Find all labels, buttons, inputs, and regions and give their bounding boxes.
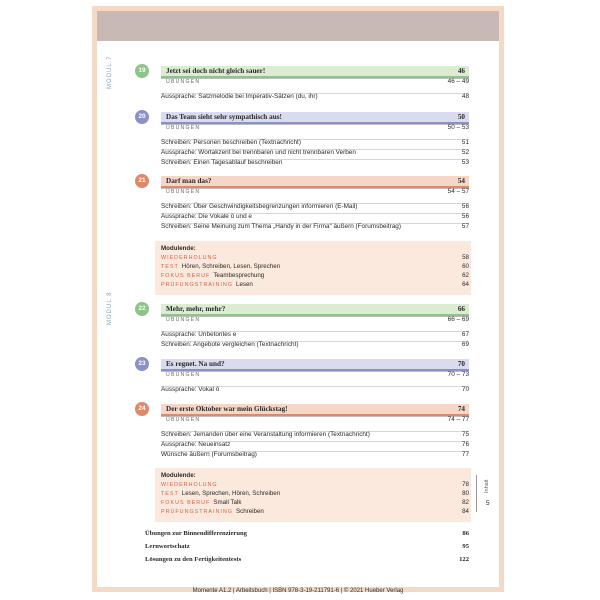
modulende-heading: Modulende: xyxy=(161,472,196,479)
uebungen-pages: 70 – 73 xyxy=(447,371,469,378)
exercise-row[interactable] xyxy=(161,341,469,348)
exercise-page: 56 xyxy=(461,203,469,210)
exercise-page: 48 xyxy=(461,93,469,100)
modulende-page: 82 xyxy=(462,499,469,506)
modulende-text: Teambesprechung xyxy=(213,272,265,279)
exercise-title: Schreiben: Jemanden über eine Veranstaltung informieren (Textnachricht) xyxy=(161,431,370,438)
modulende-key: FOKUS BERUF xyxy=(161,500,211,506)
lesson-number-badge: 20 xyxy=(135,110,149,124)
modulende-page: 64 xyxy=(462,281,469,288)
modulende-row[interactable] xyxy=(161,272,469,280)
modulende-key: PRÜFUNGSTRAINING xyxy=(161,509,234,515)
uebungen-label: ÜBUNGEN xyxy=(166,317,201,323)
uebungen-row[interactable] xyxy=(161,371,469,378)
uebungen-label: ÜBUNGEN xyxy=(166,189,201,195)
appendix-page: 122 xyxy=(459,556,469,563)
modulende-page: 78 xyxy=(462,481,469,488)
modulende-key: PRÜFUNGSTRAINING xyxy=(161,282,234,288)
lesson-title: Es regnet. Na und? xyxy=(166,360,225,368)
lesson-page: 46 xyxy=(457,67,465,75)
appendix-title: Übungen zur Binnendifferenzierung xyxy=(145,530,247,537)
uebungen-label: ÜBUNGEN xyxy=(166,372,201,378)
uebungen-row[interactable] xyxy=(161,124,469,131)
modulende-row[interactable] xyxy=(161,499,469,507)
exercise-page: 57 xyxy=(461,223,469,230)
page-number: 5 xyxy=(486,500,490,507)
exercise-title: Aussprache: Satzmelodie bei Imperativ-Sätzen (du, ihr) xyxy=(161,93,318,100)
exercise-title: Aussprache: Vokal ö xyxy=(161,386,220,393)
lesson-number-badge: 19 xyxy=(135,64,149,78)
modulende-page: 84 xyxy=(462,508,469,515)
exercise-title: Aussprache: Wortakzent bei trennbaren und nicht trennbaren Verben xyxy=(161,149,356,156)
exercise-title: Schreiben: Personen beschreiben (Textnachricht) xyxy=(161,139,301,146)
lesson-page: 70 xyxy=(457,360,465,368)
lesson-page: 54 xyxy=(457,177,465,185)
modulende-key: FOKUS BERUF xyxy=(161,273,211,279)
exercise-title: Schreiben: Über Geschwindigkeitsbegrenzungen informieren (E-Mail) xyxy=(161,203,358,210)
exercise-page: 70 xyxy=(461,386,469,393)
lesson-title-row[interactable] xyxy=(161,66,469,78)
exercise-page: 56 xyxy=(461,213,469,220)
lesson-number-badge: 23 xyxy=(135,357,149,371)
exercise-row[interactable] xyxy=(161,213,469,220)
exercise-page: 67 xyxy=(461,331,469,338)
lesson-page: 50 xyxy=(457,113,465,121)
exercise-title: Wünsche äußern (Forumsbeitrag) xyxy=(161,451,257,458)
modulende-page: 60 xyxy=(462,263,469,270)
exercise-page: 51 xyxy=(461,139,469,146)
module-label-7: MODUL 7 xyxy=(107,55,113,89)
uebungen-row[interactable] xyxy=(161,416,469,423)
modulende-key: TEST xyxy=(161,491,179,497)
exercise-page: 77 xyxy=(461,451,469,458)
modulende-row[interactable] xyxy=(161,281,469,289)
lesson-title-row[interactable] xyxy=(161,176,469,188)
exercise-page: 75 xyxy=(461,431,469,438)
exercise-row[interactable] xyxy=(161,331,469,338)
uebungen-label: ÜBUNGEN xyxy=(166,125,201,131)
modulende-text: Small Talk xyxy=(213,499,242,506)
lesson-title-row[interactable] xyxy=(161,404,469,416)
exercise-row[interactable] xyxy=(161,386,469,393)
exercise-row[interactable] xyxy=(161,203,469,210)
exercise-page: 69 xyxy=(461,341,469,348)
exercise-page: 53 xyxy=(461,159,469,166)
header-band xyxy=(97,11,499,41)
modulende-key: WIEDERHOLUNG xyxy=(161,255,218,261)
modulende-heading: Modulende: xyxy=(161,245,196,252)
lesson-title-row[interactable] xyxy=(161,112,469,124)
appendix-page: 95 xyxy=(462,543,469,550)
uebungen-label: ÜBUNGEN xyxy=(166,417,201,423)
modulende-text: Lesen xyxy=(236,281,253,288)
modulende-text: Schreiben xyxy=(236,508,264,515)
lesson-title: Das Team sieht sehr sympathisch aus! xyxy=(166,113,282,121)
appendix-title: Lösungen zu den Fertigkeitentests xyxy=(145,556,242,563)
modulende-page: 80 xyxy=(462,490,469,497)
exercise-title: Schreiben: Angebote vergleichen (Textnachricht) xyxy=(161,341,299,348)
uebungen-pages: 54 – 57 xyxy=(447,188,469,195)
modulende-row[interactable] xyxy=(161,263,469,271)
modulende-key: WIEDERHOLUNG xyxy=(161,482,218,488)
exercise-row[interactable] xyxy=(161,451,469,458)
appendix-row[interactable] xyxy=(145,542,469,551)
exercise-row[interactable] xyxy=(161,431,469,438)
document-page xyxy=(92,6,504,592)
footer: Momente A1.2 | Arbeitsbuch | ISBN 978-3-19-211791-6 | © 2021 Hueber Verlag xyxy=(192,588,404,594)
uebungen-pages: 50 – 53 xyxy=(447,124,469,131)
modulende-page: 58 xyxy=(462,254,469,261)
lesson-title: Darf man das? xyxy=(166,177,212,185)
uebungen-row[interactable] xyxy=(161,78,469,85)
lesson-title: Jetzt sei doch nicht gleich sauer! xyxy=(166,67,266,75)
exercise-row[interactable] xyxy=(161,159,469,166)
module-label-8: MODUL 8 xyxy=(107,291,113,325)
lesson-number-badge: 22 xyxy=(135,302,149,316)
uebungen-row[interactable] xyxy=(161,316,469,323)
uebungen-pages: 66 – 69 xyxy=(447,316,469,323)
uebungen-row[interactable] xyxy=(161,188,469,195)
lesson-number-badge: 21 xyxy=(135,174,149,188)
uebungen-label: ÜBUNGEN xyxy=(166,79,201,85)
exercise-row[interactable] xyxy=(161,441,469,448)
exercise-row[interactable] xyxy=(161,139,469,146)
appendix-page: 86 xyxy=(462,530,469,537)
exercise-row[interactable] xyxy=(161,149,469,156)
side-tab-label: Inhalt xyxy=(484,479,490,493)
lesson-title: Mehr, mehr, mehr? xyxy=(166,305,226,313)
uebungen-pages: 74 – 77 xyxy=(447,416,469,423)
appendix-row[interactable] xyxy=(145,529,469,538)
exercise-title: Aussprache: Die Vokale ö und e xyxy=(161,213,252,220)
modulende-row[interactable] xyxy=(161,254,469,262)
uebungen-pages: 46 – 49 xyxy=(447,78,469,85)
appendix-row[interactable] xyxy=(145,555,469,564)
side-tab xyxy=(476,475,499,512)
lesson-title-row[interactable] xyxy=(161,359,469,371)
exercise-row[interactable] xyxy=(161,223,469,230)
modulende-page: 62 xyxy=(462,272,469,279)
modulende-key: TEST xyxy=(161,264,179,270)
exercise-title: Aussprache: Unbetontes e xyxy=(161,331,237,338)
lesson-page: 66 xyxy=(457,305,465,313)
modulende-text: Hören, Schreiben, Lesen, Sprechen xyxy=(181,263,281,270)
lesson-page: 74 xyxy=(457,405,465,413)
exercise-title: Aussprache: Neueinsatz xyxy=(161,441,231,448)
exercise-title: Schreiben: Einen Tagesablauf beschreiben xyxy=(161,159,283,166)
modulende-row[interactable] xyxy=(161,481,469,489)
modulende-text: Lesen, Sprechen, Hören, Schreiben xyxy=(181,490,281,497)
exercise-page: 76 xyxy=(461,441,469,448)
exercise-title: Schreiben: Seine Meinung zum Thema „Handy in der Firma“ äußern (Forumsbeitrag) xyxy=(161,223,401,230)
lesson-number-badge: 24 xyxy=(135,402,149,416)
modulende-row[interactable] xyxy=(161,490,469,498)
lesson-title-row[interactable] xyxy=(161,304,469,316)
lesson-title: Der erste Oktober war mein Glückstag! xyxy=(166,405,288,413)
modulende-row[interactable] xyxy=(161,508,469,516)
exercise-page: 52 xyxy=(461,149,469,156)
appendix-title: Lernwortschatz xyxy=(145,543,190,550)
exercise-row[interactable] xyxy=(161,93,469,100)
